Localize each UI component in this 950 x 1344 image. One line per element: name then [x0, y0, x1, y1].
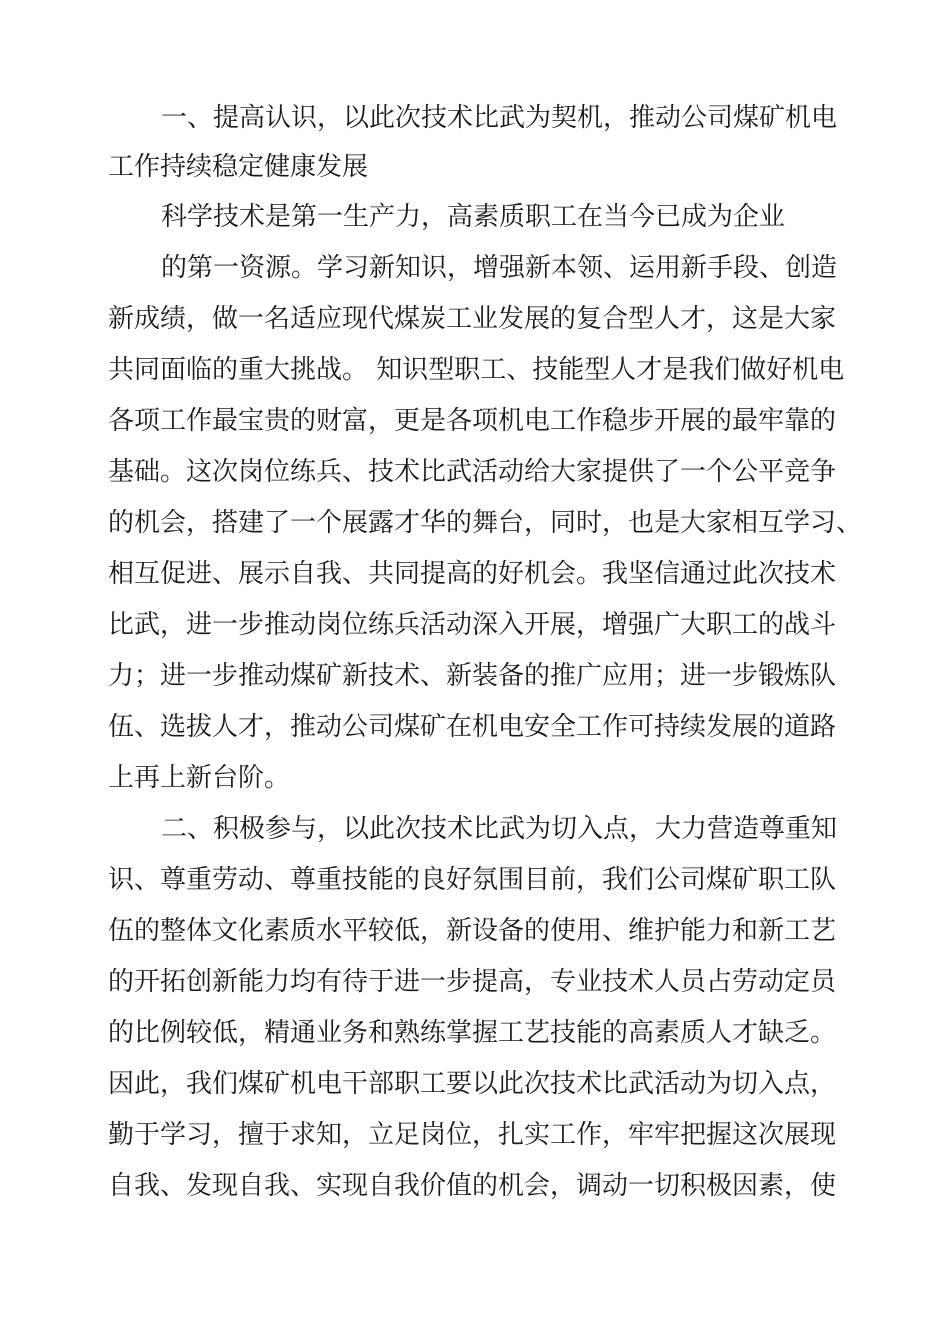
paragraph-line: 的开拓创新能力均有待于进一步提高，专业技术人员占劳动定员: [108, 967, 837, 997]
paragraph-line: 科学技术是第一生产力，高素质职工在当今已成为企业: [161, 202, 786, 232]
paragraph-line: 因此，我们煤矿机电干部职工要以此次技术比武活动为切入点，: [108, 1069, 837, 1099]
section-1-heading-line-1: 一、提高认识，以此次技术比武为契机，推动公司煤矿机电: [161, 103, 838, 133]
paragraph-line: 新成绩，做一名适应现代煤炭工业发展的复合型人才，这是大家: [108, 304, 837, 334]
paragraph-line: 基础。这次岗位练兵、技术比武活动给大家提供了一个公平竞争: [108, 457, 837, 487]
paragraph-line: 力；进一步推动煤矿新技术、新装备的推广应用；进一步锻炼队: [108, 661, 837, 691]
section-1-heading-line-2: 工作持续稳定健康发展: [108, 152, 369, 182]
paragraph-line: 共同面临的重大挑战。 知识型职工、技能型人才是我们做好机电: [108, 355, 845, 385]
paragraph-line: 的第一资源。学习新知识，增强新本领、运用新手段、创造: [161, 253, 838, 283]
paragraph-line: 的比例较低，精通业务和熟练掌握工艺技能的高素质人才缺乏。: [108, 1018, 837, 1048]
paragraph-line: 上再上新台阶。: [108, 763, 291, 793]
paragraph-line: 识、尊重劳动、尊重技能的良好氛围目前，我们公司煤矿职工队: [108, 865, 837, 895]
paragraph-line: 比武，进一步推动岗位练兵活动深入开展，增强广大职工的战斗: [108, 610, 837, 640]
paragraph-line: 伍的整体文化素质水平较低，新设备的使用、维护能力和新工艺: [108, 916, 837, 946]
paragraph-line: 伍、选拔人才，推动公司煤矿在机电安全工作可持续发展的道路: [108, 712, 837, 742]
paragraph-line: 勤于学习，擅于求知，立足岗位，扎实工作，牢牢把握这次展现: [108, 1120, 837, 1150]
paragraph-line: 相互促进、展示自我、共同提高的好机会。我坚信通过此次技术: [108, 559, 837, 589]
paragraph-line: 各项工作最宝贵的财富，更是各项机电工作稳步开展的最牢靠的: [108, 406, 837, 436]
paragraph-line: 自我、发现自我、实现自我价值的机会，调动一切积极因素，使: [108, 1171, 837, 1201]
paragraph-line: 的机会，搭建了一个展露才华的舞台，同时，也是大家相互学习、: [108, 508, 863, 538]
section-2-heading-line-1: 二、积极参与，以此次技术比武为切入点，大力营造尊重知: [161, 814, 838, 844]
